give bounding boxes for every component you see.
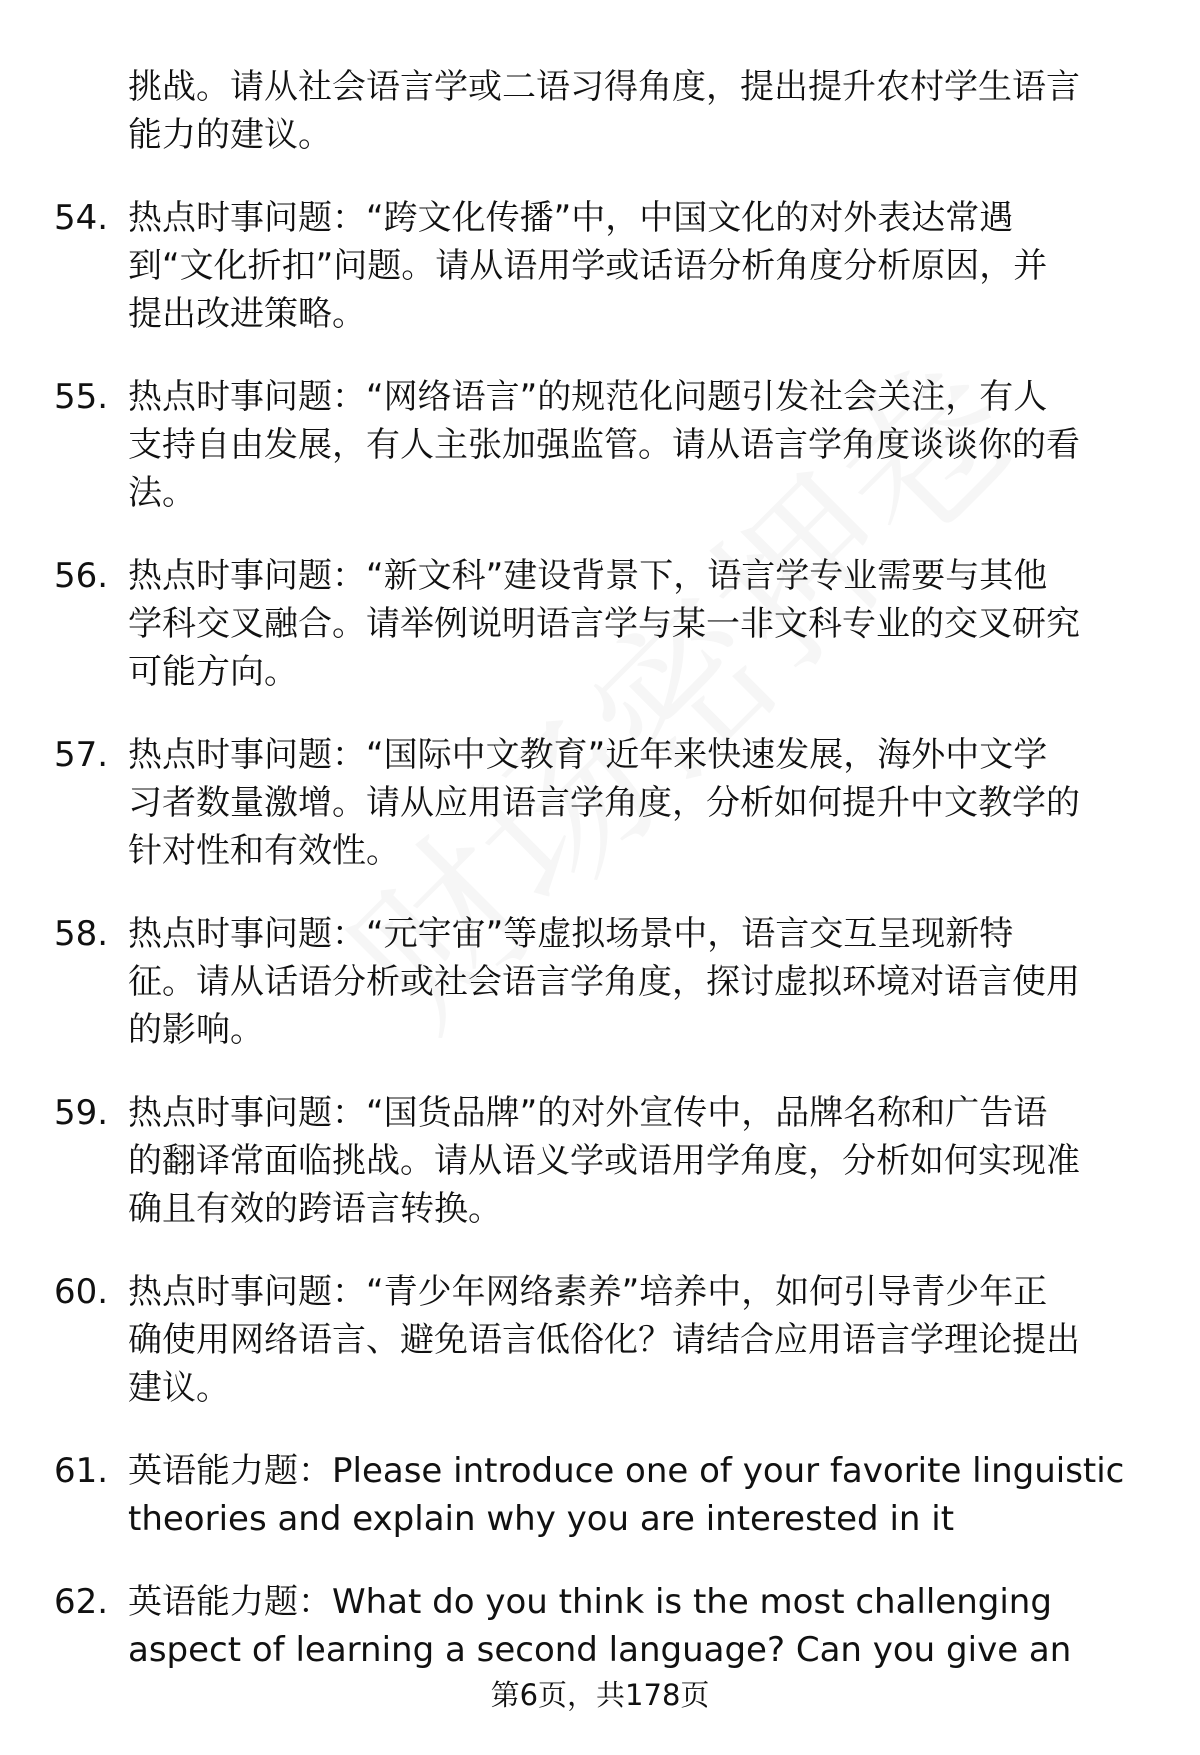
text-line: 的影响。	[128, 1010, 264, 1050]
text-line: theories and explain why you are interested in it	[128, 1499, 955, 1539]
question-number: 56.	[54, 556, 109, 596]
text-line: 挑战。请从社会语言学或二语习得角度，提出提升农村学生语言	[128, 67, 1080, 107]
text-line: 支持自由发展，有人主张加强监管。请从语言学角度谈谈你的看	[128, 425, 1080, 465]
question-text	[128, 373, 1168, 517]
question-number: 55.	[54, 377, 109, 417]
question-text	[128, 194, 1168, 338]
text-line: 学科交叉融合。请举例说明语言学与某一非文科专业的交叉研究	[128, 604, 1080, 644]
question-item	[0, 373, 1200, 517]
question-item	[0, 63, 1200, 159]
question-number: 57.	[54, 735, 109, 775]
question-item	[0, 1578, 1200, 1674]
question-number: 62.	[54, 1582, 109, 1622]
text-line: 英语能力题：What do you think is the most challenging	[128, 1582, 1052, 1622]
question-item	[0, 194, 1200, 338]
question-text	[128, 731, 1168, 875]
question-text	[128, 1447, 1168, 1543]
text-line: 能力的建议。	[128, 115, 332, 155]
text-line: 英语能力题：Please introduce one of your favorite linguistic	[128, 1451, 1125, 1491]
question-item	[0, 1268, 1200, 1412]
question-item	[0, 552, 1200, 696]
text-line: 可能方向。	[128, 652, 298, 692]
text-line: 热点时事问题：“青少年网络素养”培养中，如何引导青少年正	[128, 1272, 1048, 1312]
text-line: 热点时事问题：“国际中文教育”近年来快速发展，海外中文学	[128, 735, 1048, 775]
text-line: 针对性和有效性。	[128, 831, 400, 871]
text-line: 法。	[128, 473, 196, 513]
question-text	[128, 1578, 1168, 1674]
question-number: 61.	[54, 1451, 109, 1491]
text-line: 确且有效的跨语言转换。	[128, 1189, 502, 1229]
text-line: 热点时事问题：“新文科”建设背景下，语言学专业需要与其他	[128, 556, 1048, 596]
question-text	[128, 63, 1168, 159]
question-text	[128, 552, 1168, 696]
document-page	[0, 63, 1200, 1709]
text-line: 到“文化折扣”问题。请从语用学或话语分析角度分析原因，并	[128, 246, 1048, 286]
text-line: 热点时事问题：“国货品牌”的对外宣传中，品牌名称和广告语	[128, 1093, 1048, 1133]
text-line: 建议。	[128, 1368, 230, 1408]
question-text	[128, 910, 1168, 1054]
question-item	[0, 910, 1200, 1054]
text-line: 征。请从话语分析或社会语言学角度，探讨虚拟环境对语言使用	[128, 962, 1080, 1002]
text-line: aspect of learning a second language? Can you give an	[128, 1630, 1072, 1670]
question-number: 59.	[54, 1093, 109, 1133]
page-footer: 第6页，共178页	[490, 1678, 710, 1712]
text-line: 习者数量激增。请从应用语言学角度，分析如何提升中文教学的	[128, 783, 1080, 823]
text-line: 热点时事问题：“网络语言”的规范化问题引发社会关注，有人	[128, 377, 1048, 417]
question-item	[0, 1089, 1200, 1233]
question-item	[0, 731, 1200, 875]
question-item	[0, 1447, 1200, 1543]
text-line: 确使用网络语言、避免语言低俗化？请结合应用语言学理论提出	[128, 1320, 1080, 1360]
text-line: 热点时事问题：“元宇宙”等虚拟场景中，语言交互呈现新特	[128, 914, 1014, 954]
text-line: 的翻译常面临挑战。请从语义学或语用学角度，分析如何实现准	[128, 1141, 1080, 1181]
text-line: 热点时事问题：“跨文化传播”中，中国文化的对外表达常遇	[128, 198, 1014, 238]
question-number: 54.	[54, 198, 109, 238]
question-number: 58.	[54, 914, 109, 954]
question-number: 60.	[54, 1272, 109, 1312]
text-line: 提出改进策略。	[128, 294, 366, 334]
question-text	[128, 1268, 1168, 1412]
question-text	[128, 1089, 1168, 1233]
